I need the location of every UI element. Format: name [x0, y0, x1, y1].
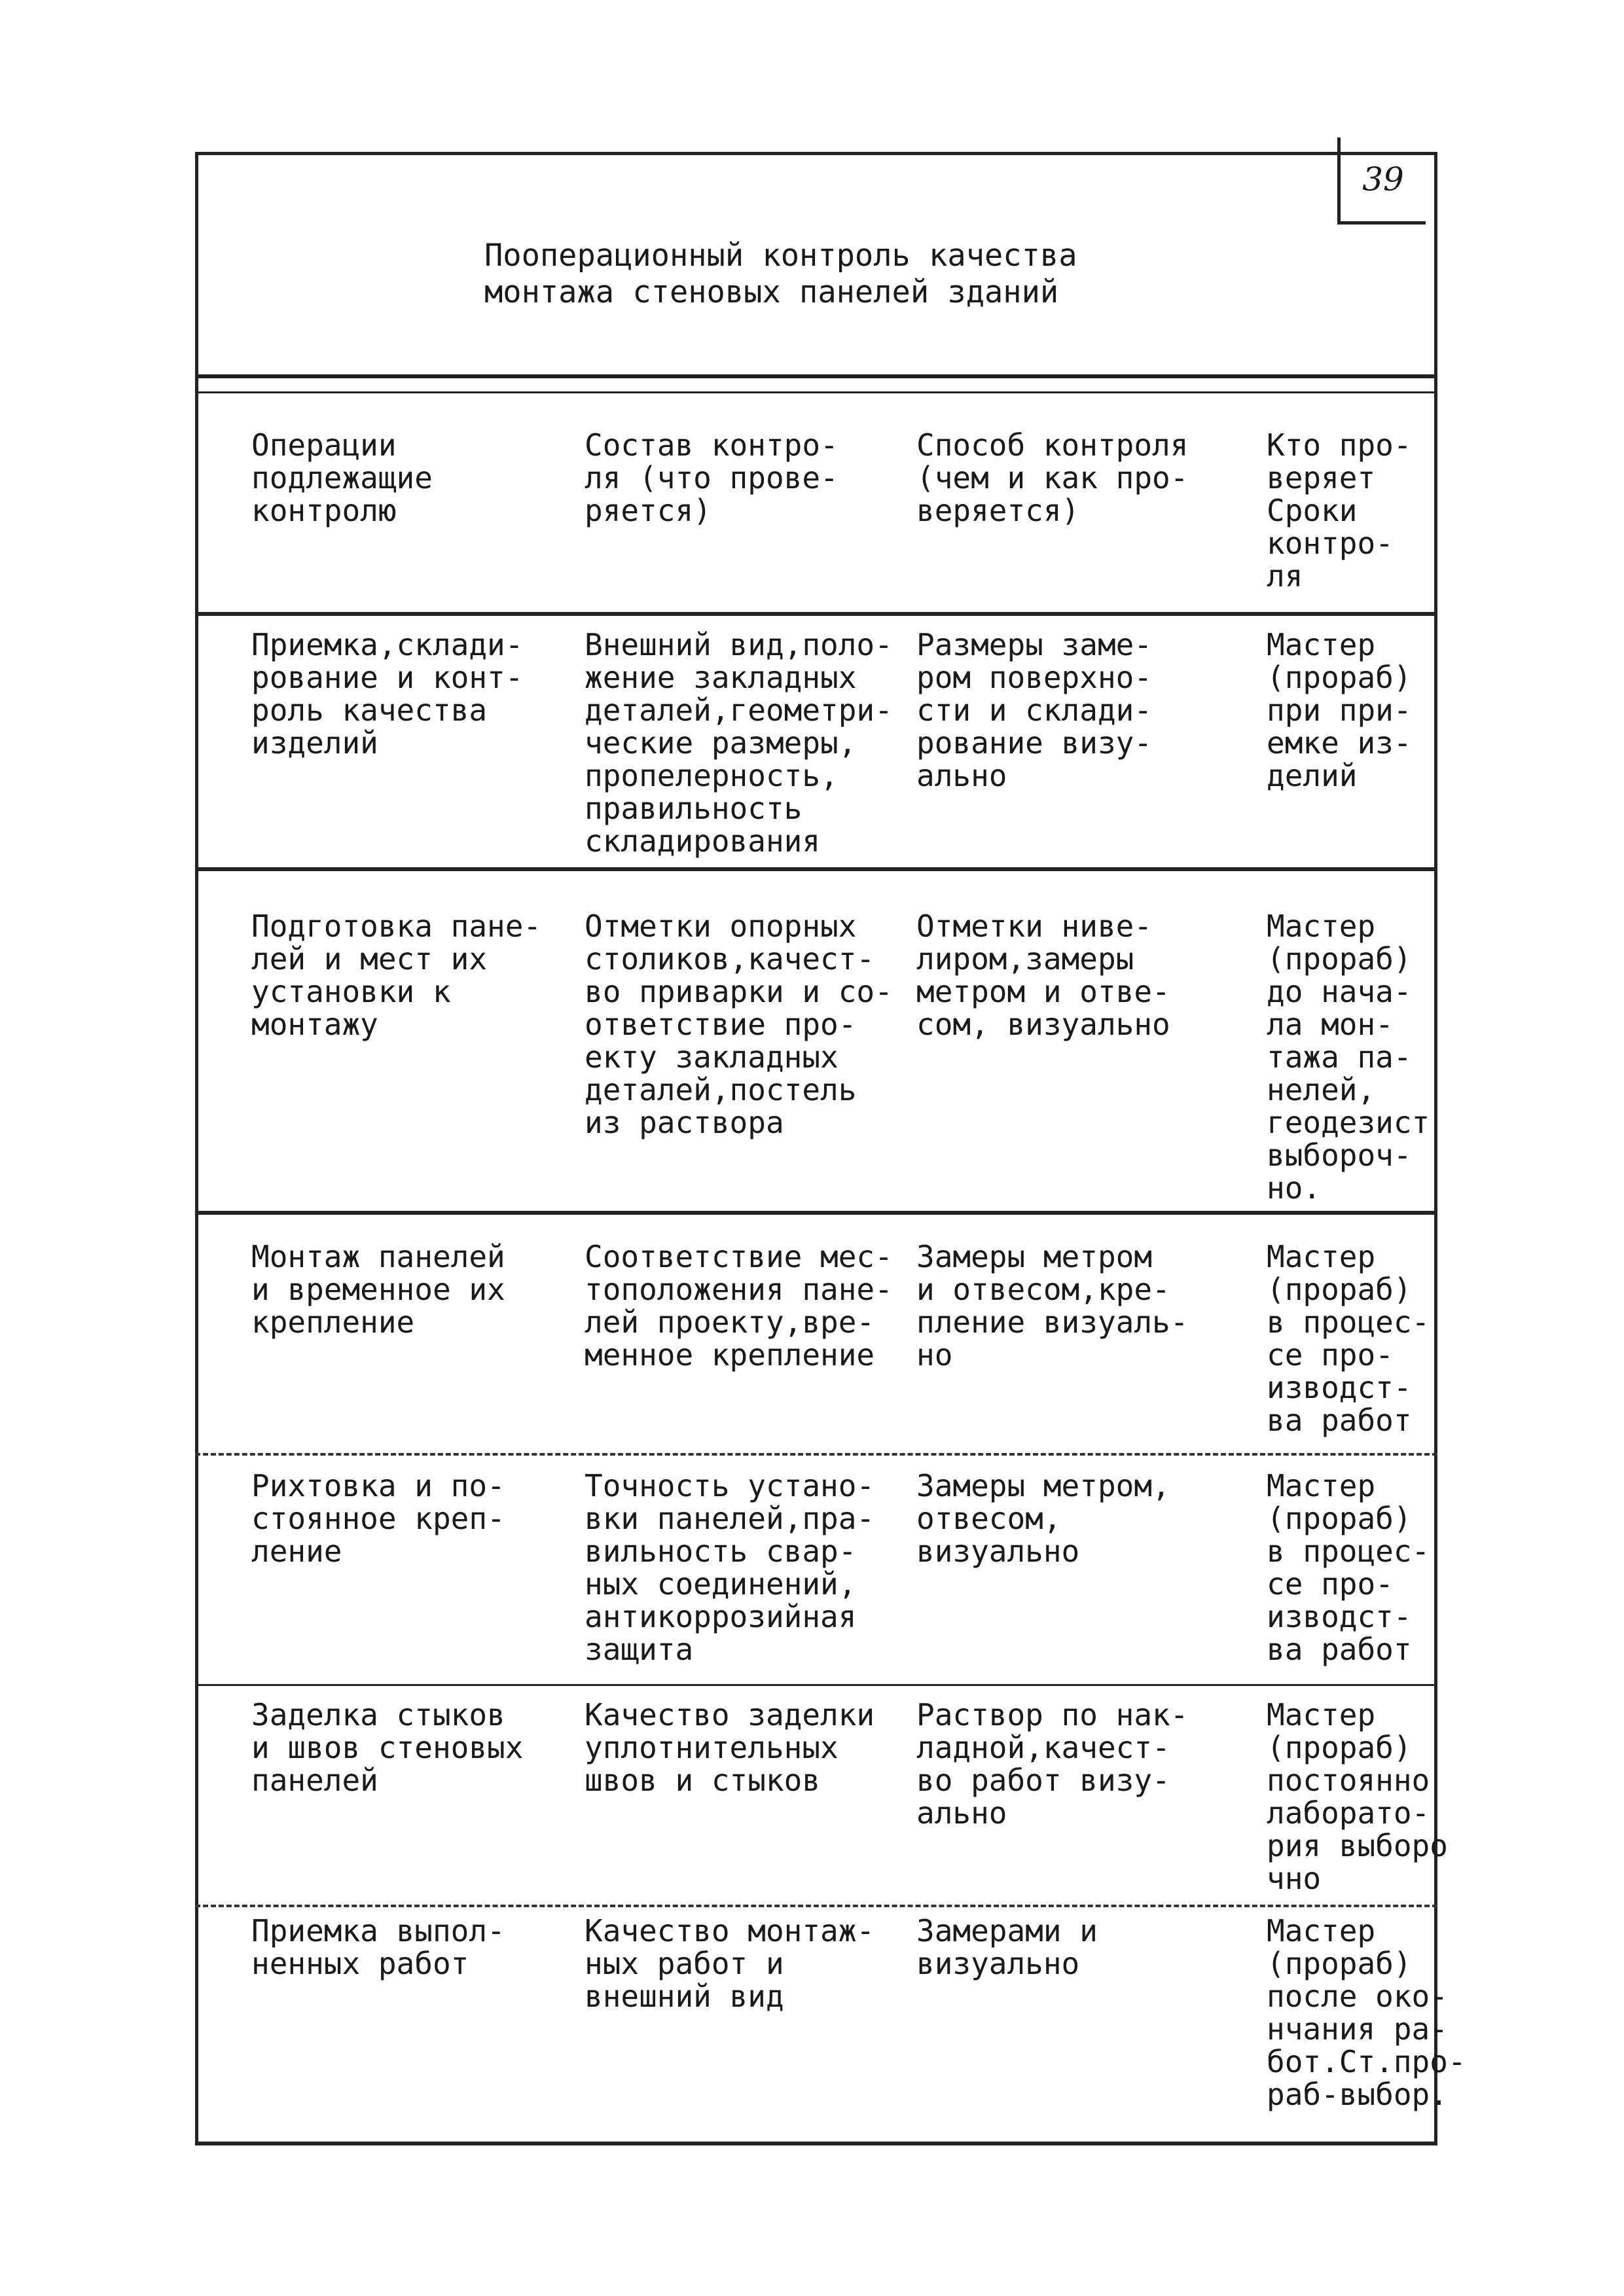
row-content: Качество монтаж- ных работ и внешний вид	[585, 1913, 875, 2014]
header-content: Состав контро- ля (что прове- ряется)	[585, 427, 839, 528]
row-operation: Заделка стыков и швов стеновых панелей	[251, 1697, 524, 1798]
row-content: Соответствие мес- тоположения пане- лей проекту,вре- менное крепление	[585, 1239, 893, 1372]
header-who: Кто про- веряет Сроки контро- ля	[1267, 427, 1412, 594]
row-method: Замерами и визуально	[916, 1913, 1098, 1981]
row-method: Раствор по нак- ладной,качест- во работ визу- ально	[916, 1697, 1189, 1831]
row-method: Замеры метром и отвесом,кре- пление визуаль- но	[916, 1239, 1189, 1372]
row-divider	[195, 1905, 1437, 1907]
row-operation: Приемка выпол- ненных работ	[251, 1913, 505, 1981]
header-method: Способ контроля (чем и как про- веряется)	[916, 427, 1189, 528]
row-who: Мастер (прораб) после око- нчания ра- бот.Ст.про- раб-выбор.	[1267, 1913, 1466, 2112]
table-bottom-rule	[195, 2142, 1437, 2145]
row-who: Мастер (прораб) постоянно лаборато- рия выборо чно	[1267, 1697, 1448, 1896]
row-who: Мастер (прораб) при при- емке из- делий	[1267, 627, 1412, 793]
row-content: Точность устано- вки панелей,пра- вильность свар- ных соединений, антикоррозийная защита	[585, 1468, 875, 1667]
row-method: Отметки ниве- лиром,замеры метром и отве- сом, визуально	[916, 908, 1170, 1042]
row-method: Размеры заме- ром поверхно- сти и склади- рование визу- ально	[916, 627, 1153, 793]
row-method: Замеры метром, отвесом, визуально	[916, 1468, 1170, 1569]
title-rule	[195, 374, 1437, 378]
row-who: Мастер (прораб) до нача- ла мон- тажа па- нелей, геодезист выбороч- но.	[1267, 908, 1430, 1206]
header-operation: Операции подлежащие контролю	[251, 427, 433, 528]
row-divider	[195, 1211, 1437, 1215]
header-bottom-rule	[195, 612, 1437, 616]
row-content: Отметки опорных столиков,качест- во приварки и со- ответствие про- екту закладных деталей,постель из раствора	[585, 908, 893, 1140]
row-operation: Подготовка пане- лей и мест их установки к монтажу	[251, 908, 542, 1042]
row-operation: Монтаж панелей и временное их крепление	[251, 1239, 505, 1340]
row-divider	[195, 1453, 1437, 1456]
row-who: Мастер (прораб) в процес- се про- изводст- ва работ	[1267, 1239, 1430, 1438]
header-top-rule	[195, 391, 1437, 393]
row-content: Внешний вид,поло- жение закладных деталей,геометри- ческие размеры, пропелерность, правильность складирования	[585, 627, 893, 859]
document-title: Пооперационный контроль качества монтажа стеновых панелей зданий	[484, 238, 1077, 310]
row-divider	[195, 867, 1437, 871]
row-content: Качество заделки уплотнительных швов и стыков	[585, 1697, 875, 1798]
row-who: Мастер (прораб) в процес- се про- изводст- ва работ	[1267, 1468, 1430, 1667]
row-operation: Приемка,склади- рование и конт- роль качества изделий	[251, 627, 524, 761]
row-operation: Рихтовка и по- стоянное креп- ление	[251, 1468, 505, 1569]
page-number: 39	[1337, 137, 1426, 224]
row-divider	[195, 1684, 1437, 1686]
